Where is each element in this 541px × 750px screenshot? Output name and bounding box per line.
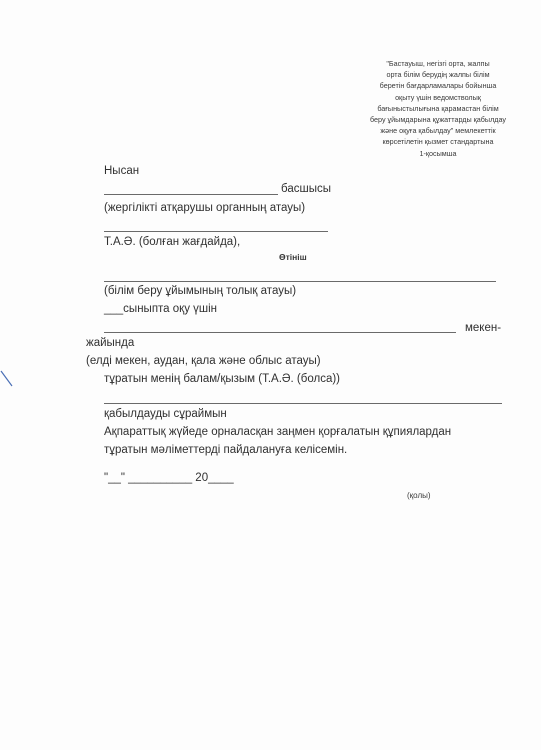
date-field: "__" __________ 20____ xyxy=(104,472,234,484)
blank-line-school xyxy=(104,281,496,282)
header-line: орта білім берудің жалпы білім xyxy=(386,70,490,80)
child-caption: тұратын менің балам/қызым (Т.А.Ә. (болса)) xyxy=(104,373,341,385)
consent-line-2: тұратын мәліметтерді пайдалануға келісемін. xyxy=(104,444,348,456)
blank-line-head xyxy=(104,194,278,195)
school-caption: (білім беру ұйымының толық атауы) xyxy=(104,285,297,297)
form-label-nysan: Нысан xyxy=(104,165,140,177)
header-line: 1-қосымша xyxy=(419,148,457,158)
header-line: көрсетілетін қызмет стандартына xyxy=(382,137,494,147)
label-meken: мекен- xyxy=(465,322,502,334)
consent-line-1: Ақпараттық жүйеде орналасқан заңмен қорғалатын құпиялардан xyxy=(104,426,452,438)
header-line: және оқуға қабылдау" мемлекеттік xyxy=(380,126,496,136)
header-line: беретін бағдарламалары бойынша xyxy=(379,81,497,91)
organ-caption: (жергілікті атқарушы органның атауы) xyxy=(104,202,306,214)
grade-line: ___сыныпта оқу үшін xyxy=(104,303,218,315)
signature-caption: (қолы) xyxy=(407,491,431,500)
address-caption: (елді мекен, аудан, қала және облыс атауы) xyxy=(86,355,321,367)
header-line: оқыту үшін ведомстволық xyxy=(395,92,481,102)
blank-line-child xyxy=(104,403,502,404)
document-title: Өтініш xyxy=(279,252,307,262)
blank-line-fio xyxy=(104,231,328,232)
fio-caption: Т.А.Ә. (болған жағдайда), xyxy=(104,236,241,248)
label-zhaiynda: жайында xyxy=(86,337,135,349)
header-line: беру ұйымдарына құжаттарды қабылдау xyxy=(370,115,506,125)
label-bassysy: басшысы xyxy=(281,183,331,195)
header-reference xyxy=(348,58,528,159)
header-line: бағыныстылығына қарамастан білім xyxy=(377,103,499,113)
pen-mark-icon xyxy=(0,370,14,388)
request-text: қабылдауды сұраймын xyxy=(104,408,227,420)
header-line: "Бастауыш, негізгі орта, жалпы xyxy=(386,59,490,68)
blank-line-address xyxy=(104,332,456,333)
